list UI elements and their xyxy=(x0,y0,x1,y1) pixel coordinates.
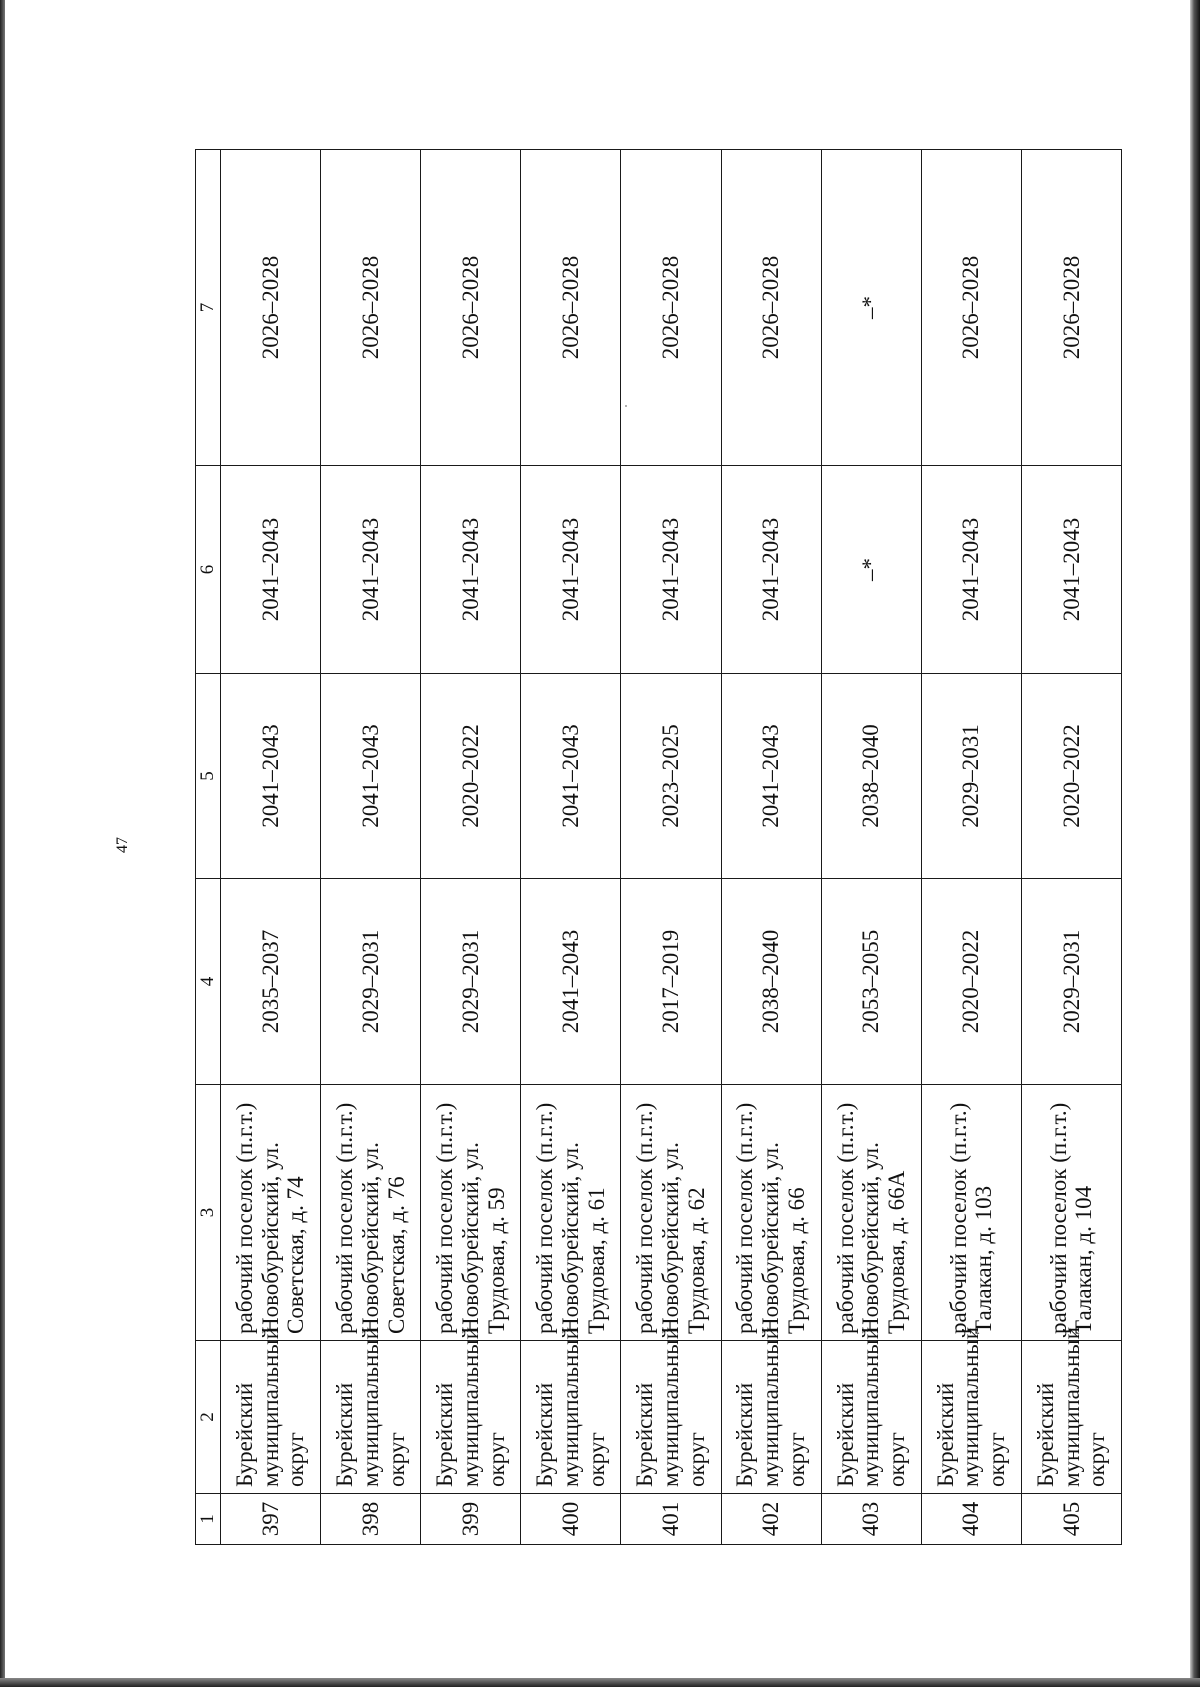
period-cell-col6: 2041–2043 xyxy=(1021,466,1121,674)
period-cell-col5: 2020–2022 xyxy=(1021,674,1121,879)
period-cell-col6: 2041–2043 xyxy=(921,466,1021,674)
rotated-table-container xyxy=(195,150,1122,1545)
period-cell-col7: 2026–2028 xyxy=(421,150,521,466)
period-cell-col4: 2017–2019 xyxy=(621,879,721,1085)
period-cell-col7: –* xyxy=(821,150,921,466)
table-row xyxy=(821,150,921,1545)
municipality-cell: Бурейский муниципальный округ xyxy=(721,1341,821,1494)
table-row xyxy=(921,150,1021,1545)
row-number: 403 xyxy=(821,1494,921,1545)
period-cell-col4: 2029–2031 xyxy=(321,879,421,1085)
table-row xyxy=(221,150,321,1545)
address-cell: рабочий поселок (п.г.т.) Новобурейский, ул. Трудовая, д. 66А xyxy=(821,1085,921,1341)
table-row xyxy=(721,150,821,1545)
period-cell-col4: 2029–2031 xyxy=(421,879,521,1085)
period-cell-col6: –* xyxy=(821,466,921,674)
scan-edge-bottom xyxy=(0,1678,1200,1687)
period-cell-col5: 2029–2031 xyxy=(921,674,1021,879)
municipality-cell: Бурейский муниципальный округ xyxy=(621,1341,721,1494)
header-cell-4: 4 xyxy=(196,879,221,1085)
row-number: 400 xyxy=(521,1494,621,1545)
period-cell-col4: 2020–2022 xyxy=(921,879,1021,1085)
address-cell: рабочий поселок (п.г.т.) Новобурейский, ул. Трудовая, д. 59 xyxy=(421,1085,521,1341)
row-number: 401 xyxy=(621,1494,721,1545)
period-cell-col7: 2026–2028 xyxy=(621,150,721,466)
header-cell-7: 7 xyxy=(196,150,221,466)
municipality-cell: Бурейский муниципальный округ xyxy=(521,1341,621,1494)
period-cell-col6: 2041–2043 xyxy=(321,466,421,674)
address-cell: рабочий поселок (п.г.т.) Новобурейский, ул. Советская, д. 76 xyxy=(321,1085,421,1341)
address-cell: рабочий поселок (п.г.т.) Новобурейский, ул. Трудовая, д. 62 xyxy=(621,1085,721,1341)
period-cell-col6: 2041–2043 xyxy=(521,466,621,674)
period-cell-col6: 2041–2043 xyxy=(221,466,321,674)
table-row xyxy=(621,150,721,1545)
period-cell-col4: 2041–2043 xyxy=(521,879,621,1085)
period-cell-col5: 2041–2043 xyxy=(221,674,321,879)
period-cell-col5: 2041–2043 xyxy=(721,674,821,879)
address-cell: рабочий поселок (п.г.т.) Талакан, д. 103 xyxy=(921,1085,1021,1341)
period-cell-col7: 2026–2028 xyxy=(1021,150,1121,466)
scan-edge-right xyxy=(1190,0,1200,1687)
row-number: 398 xyxy=(321,1494,421,1545)
row-number: 402 xyxy=(721,1494,821,1545)
table-row xyxy=(421,150,521,1545)
header-cell-2: 2 xyxy=(196,1341,221,1494)
period-cell-col6: 2041–2043 xyxy=(421,466,521,674)
scan-edge-left xyxy=(0,0,5,1687)
period-cell-col4: 2038–2040 xyxy=(721,879,821,1085)
period-cell-col5: 2038–2040 xyxy=(821,674,921,879)
period-cell-col6: 2041–2043 xyxy=(721,466,821,674)
page-number: 47 xyxy=(114,837,131,853)
table-row xyxy=(521,150,621,1545)
municipality-cell: Бурейский муниципальный округ xyxy=(221,1341,321,1494)
municipality-cell: Бурейский муниципальный округ xyxy=(821,1341,921,1494)
period-cell-col7: 2026–2028 xyxy=(321,150,421,466)
row-number: 404 xyxy=(921,1494,1021,1545)
row-number: 399 xyxy=(421,1494,521,1545)
table-row xyxy=(1021,150,1121,1545)
period-cell-col7: 2026–2028 xyxy=(921,150,1021,466)
period-cell-col7: 2026–2028 xyxy=(721,150,821,466)
period-cell-col5: 2041–2043 xyxy=(521,674,621,879)
period-cell-col7: 2026–2028 xyxy=(521,150,621,466)
header-cell-1: 1 xyxy=(196,1494,221,1545)
municipality-cell: Бурейский муниципальный округ xyxy=(421,1341,521,1494)
municipality-cell: Бурейский муниципальный округ xyxy=(1021,1341,1121,1494)
header-row xyxy=(196,150,221,1545)
period-cell-col5: 2041–2043 xyxy=(321,674,421,879)
data-table xyxy=(195,149,1122,1545)
address-cell: рабочий поселок (п.г.т.) Новобурейский, ул. Советская, д. 74 xyxy=(221,1085,321,1341)
address-cell: рабочий поселок (п.г.т.) Новобурейский, ул. Трудовая, д. 66 xyxy=(721,1085,821,1341)
table-row xyxy=(321,150,421,1545)
header-cell-3: 3 xyxy=(196,1085,221,1341)
address-cell: рабочий поселок (п.г.т.) Новобурейский, ул. Трудовая, д. 61 xyxy=(521,1085,621,1341)
address-cell: рабочий поселок (п.г.т.) Талакан, д. 104 xyxy=(1021,1085,1121,1341)
period-cell-col6: 2041–2043 xyxy=(621,466,721,674)
header-cell-5: 5 xyxy=(196,674,221,879)
period-cell-col4: 2035–2037 xyxy=(221,879,321,1085)
period-cell-col4: 2029–2031 xyxy=(1021,879,1121,1085)
period-cell-col5: 2020–2022 xyxy=(421,674,521,879)
row-number: 397 xyxy=(221,1494,321,1545)
header-cell-6: 6 xyxy=(196,466,221,674)
period-cell-col7: 2026–2028 xyxy=(221,150,321,466)
period-cell-col5: 2023–2025 xyxy=(621,674,721,879)
period-cell-col4: 2053–2055 xyxy=(821,879,921,1085)
municipality-cell: Бурейский муниципальный округ xyxy=(321,1341,421,1494)
municipality-cell: Бурейский муниципальный округ xyxy=(921,1341,1021,1494)
row-number: 405 xyxy=(1021,1494,1121,1545)
